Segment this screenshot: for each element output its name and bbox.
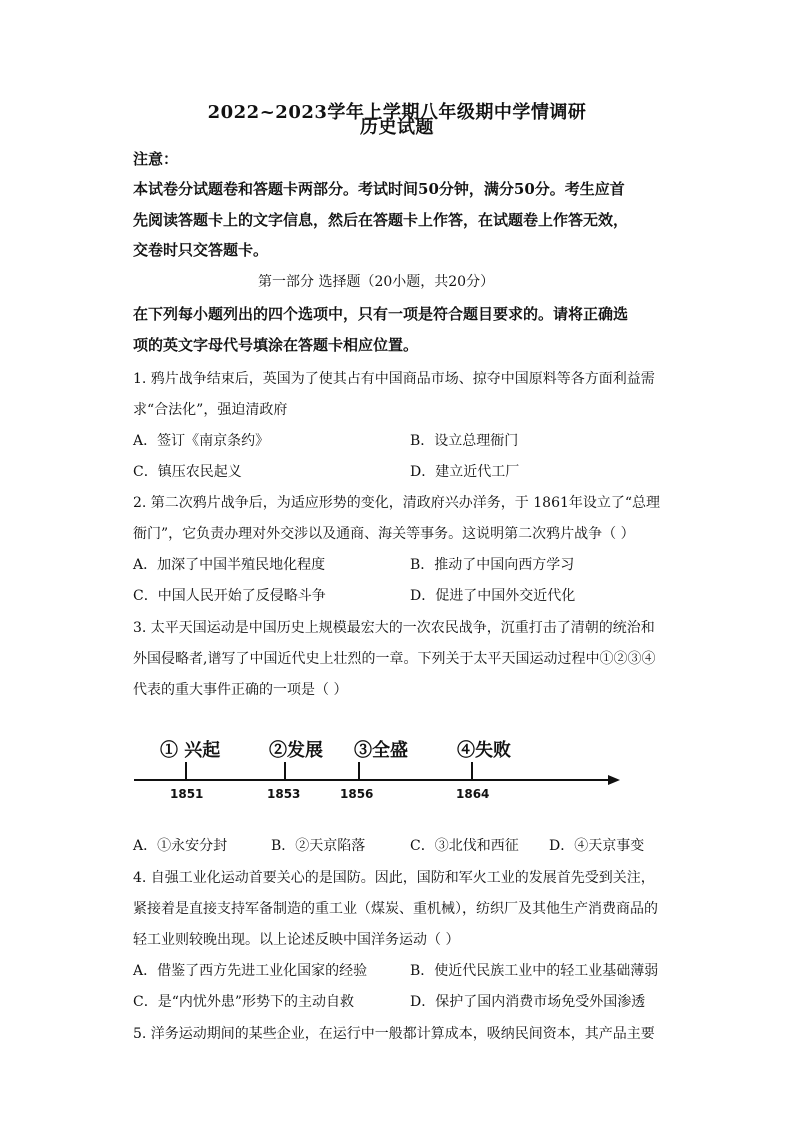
exam-title: 2022~2023学年上学期八年级期中学情调研 <box>207 102 587 123</box>
option-b: B．使近代民族工业中的轻工业基础薄弱 <box>410 963 659 979</box>
part-instructions: 在下列每小题列出的四个选项中，只有一项是符合题目要求的。请将正确选 <box>133 305 629 323</box>
option-b: B．②天京陷落 <box>271 838 366 854</box>
question-stem: 4. 自强工业化运动首要关心的是国防。因此，国防和军火工业的发展首先受到关注， <box>133 870 655 886</box>
option-c: C．是“内忧外患”形势下的主动自救 <box>133 994 355 1010</box>
timeline-year: 1864 <box>456 787 490 801</box>
question-stem: 紧接着是直接支持军备制造的重工业（煤炭、重机械），纺织厂及其他生产消费商品的 <box>133 901 658 917</box>
option-a: A．①永安分封 <box>133 838 228 854</box>
part-instructions: 项的英文字母代号填涂在答题卡相应位置。 <box>133 336 419 354</box>
option-c: C．③北伐和西征 <box>410 838 519 854</box>
exam-subject-title: 历史试题 <box>360 117 434 138</box>
timeline-event: ④失败 <box>457 740 511 761</box>
question-stem: 3. 太平天国运动是中国历史上规模最宏大的一次农民战争，沉重打击了清朝的统治和 <box>133 620 655 636</box>
timeline-event: ① 兴起 <box>160 740 221 761</box>
option-a: A．借鉴了西方先进工业化国家的经验 <box>133 963 368 979</box>
option-c: C．中国人民开始了反侵略斗争 <box>133 588 326 604</box>
notice-line: 本试卷分试题卷和答题卡两部分。考试时间50分钟，满分50分。考生应首 <box>133 180 625 198</box>
timeline-event: ②发展 <box>269 740 323 761</box>
option-d: D．促进了中国外交近代化 <box>410 588 576 604</box>
option-d: D．建立近代工厂 <box>410 464 520 480</box>
question-stem: 代表的重大事件正确的一项是（ ） <box>133 682 348 698</box>
question-stem: 1. 鸦片战争结束后，英国为了使其占有中国商品市场、掠夺中国原料等各方面利益需 <box>133 371 655 387</box>
option-d: D．保护了国内消费市场免受外国渗透 <box>410 994 646 1010</box>
question-stem: 求“合法化”，强迫清政府 <box>133 402 288 418</box>
timeline-event: ③全盛 <box>354 740 408 761</box>
timeline-year: 1856 <box>340 787 374 801</box>
timeline-year: 1851 <box>170 787 204 801</box>
option-b: B．设立总理衙门 <box>410 433 519 449</box>
option-c: C．镇压农民起义 <box>133 464 242 480</box>
question-stem: 衙门”，它负责办理对外交涉以及通商、海关等事务。这说明第二次鸦片战争（ ） <box>133 526 635 542</box>
notice-label: 注意： <box>133 150 179 168</box>
question-stem: 2. 第二次鸦片战争后，为适应形势的变化，清政府兴办洋务，于 1861年设立了“总理 <box>133 495 661 511</box>
option-d: D．④天京事变 <box>549 838 645 854</box>
option-b: B．推动了中国向西方学习 <box>410 557 575 573</box>
notice-line: 先阅读答题卡上的文字信息，然后在答题卡上作答，在试题卷上作答无效， <box>133 211 629 229</box>
option-a: A．签订《南京条约》 <box>133 433 270 449</box>
timeline-year: 1853 <box>267 787 301 801</box>
option-a: A．加深了中国半殖民地化程度 <box>133 557 326 573</box>
question-stem: 外国侵略者,谱写了中国近代史上壮烈的一章。下列关于太平天国运动过程中①②③④ <box>133 651 656 667</box>
question-stem: 5. 洋务运动期间的某些企业，在运行中一般都计算成本，吸纳民间资本，其产品主要 <box>133 1026 655 1042</box>
question-stem: 轻工业则较晚出现。以上论述反映中国洋务运动（ ） <box>133 932 460 948</box>
notice-line: 交卷时只交答题卡。 <box>133 241 269 259</box>
timeline-figure <box>130 730 630 810</box>
part-heading: 第一部分 选择题（20小题，共20分） <box>258 274 495 290</box>
